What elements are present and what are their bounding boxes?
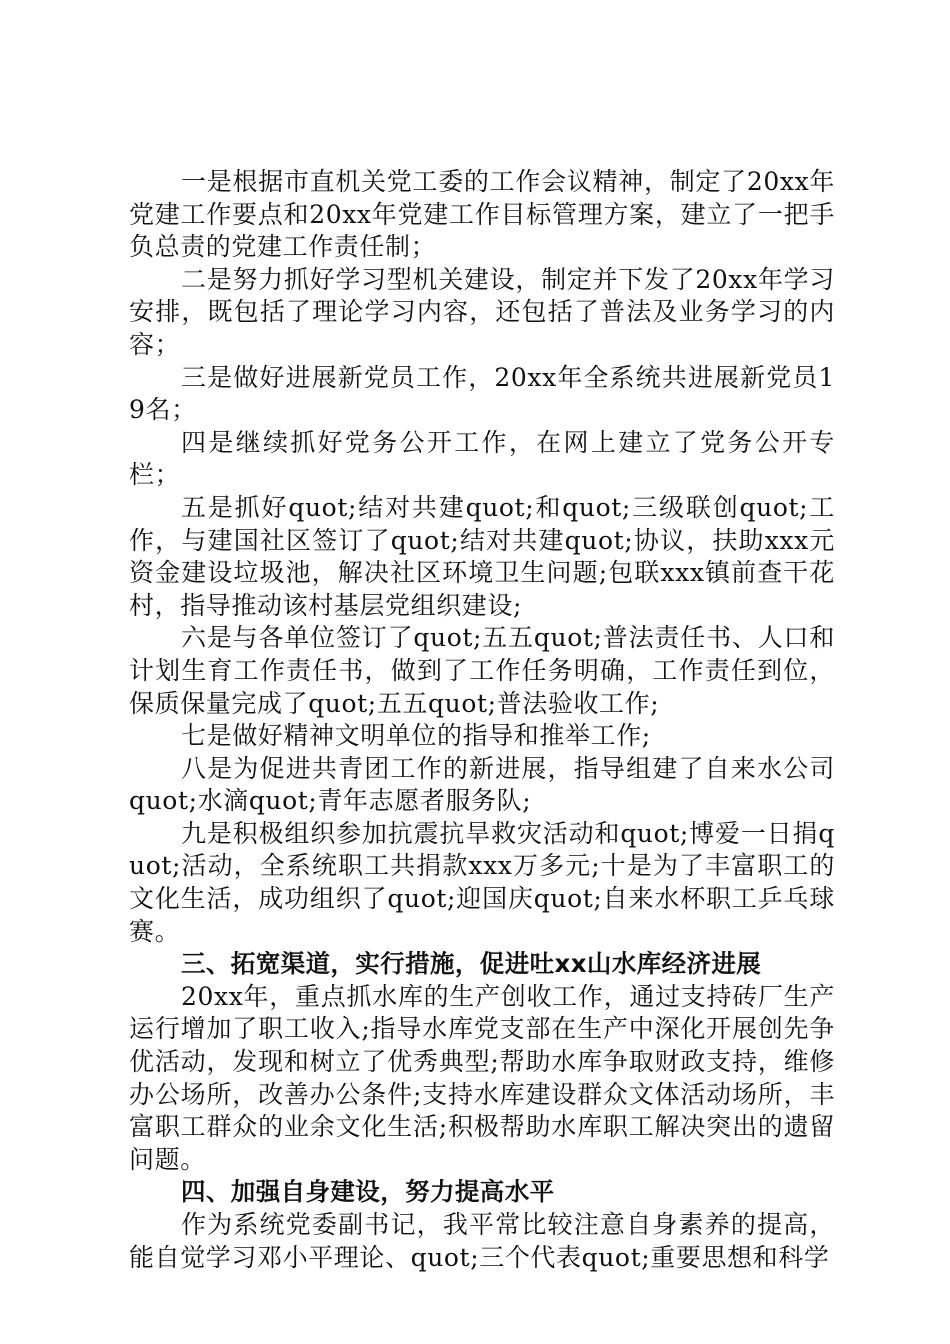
section-heading-4: 四、加强自身建设，努力提高水平	[181, 1177, 555, 1207]
paragraph-section-4: 作为系统党委副书记，我平常比较注意自身素养的提高，能自觉学习邓小平理论、quot;三个代表quot;重要思想和科学	[129, 1210, 835, 1272]
paragraph-item-1: 一是根据市直机关党工委的工作会议精神，制定了20xx年党建工作要点和20xx年党建工作目标管理方案，建立了一把手负总责的党建工作责任制；	[129, 167, 835, 262]
paragraph-item-3: 三是做好进展新党员工作，20xx年全系统共进展新党员19名；	[129, 362, 835, 425]
paragraph-item-8: 八是为促进共青团工作的新进展，指导组建了自来水公司quot;水滴quot;青年志愿者服务队;	[129, 753, 835, 816]
paragraph-item-4: 四是继续抓好党务公开工作，在网上建立了党务公开专栏；	[129, 427, 835, 490]
section-heading-3: 三、拓宽渠道，实行措施，促进吐xx山水库经济进展	[181, 949, 762, 979]
paragraph-section-3: 20xx年，重点抓水库的生产创收工作，通过支持砖厂生产运行增加了职工收入;指导水库党支部在生产中深化开展创先争优活动，发现和树立了优秀典型;帮助水库争取财政支持，维修办公场所，改善办公条件;支持水库建设群众文体活动场所，丰富职工群众的业余文化生活;积极帮助水库职工解决突出的遗留问题。	[129, 981, 835, 1174]
paragraph-item-2: 二是努力抓好学习型机关建设，制定并下发了20xx年学习安排，既包括了理论学习内容，还包括了普法及业务学习的内容；	[129, 264, 835, 359]
paragraph-item-5: 五是抓好quot;结对共建quot;和quot;三级联创quot;工作，与建国社区签订了quot;结对共建quot;协议，扶助xxx元资金建设垃圾池，解决社区环境卫生问题;包联xxx镇前查干花村，指导推动该村基层党组织建设;	[129, 492, 835, 620]
paragraph-item-9: 九是积极组织参加抗震抗旱救灾活动和quot;博爱一日捐quot;活动，全系统职工共捐款xxx万多元;十是为了丰富职工的文化生活，成功组织了quot;迎国庆quot;自来水杯职工乒乓球赛。	[129, 818, 835, 946]
document-body	[129, 166, 835, 1274]
paragraph-item-7: 七是做好精神文明单位的指导和推举工作;	[181, 721, 651, 751]
paragraph-item-6: 六是与各单位签订了quot;五五quot;普法责任书、人口和计划生育工作责任书，做到了工作任务明确，工作责任到位，保质保量完成了quot;五五quot;普法验收工作;	[129, 623, 835, 718]
